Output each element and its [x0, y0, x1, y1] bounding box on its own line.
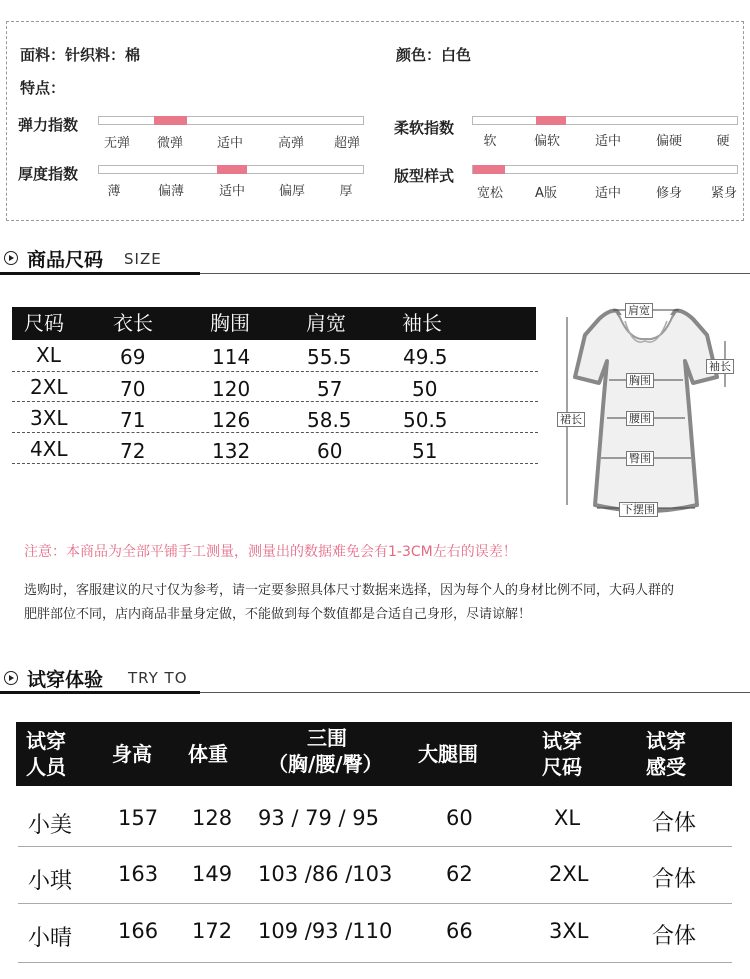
size-cell: 120 — [212, 377, 251, 401]
try-size: XL — [554, 806, 581, 830]
size-cell: 71 — [120, 408, 146, 432]
size-cell: 70 — [120, 377, 146, 401]
try-person-name: 小晴 — [28, 926, 73, 951]
softness-bar — [472, 116, 738, 125]
section-arrow-icon — [4, 251, 18, 265]
try-feel: 合体 — [652, 924, 697, 949]
thickness-tick: 偏薄 — [157, 184, 185, 199]
size-cell: 58.5 — [307, 408, 352, 432]
size-header-cell: 衣长 — [113, 311, 153, 335]
try-header-measure: （胸/腰/臀） — [268, 752, 383, 776]
softness-tick: 偏软 — [533, 134, 561, 149]
size-cell: 50 — [412, 377, 438, 401]
fit-style-tick: 修身 — [655, 186, 683, 201]
softness-tick: 适中 — [594, 134, 622, 149]
try-thigh: 62 — [446, 862, 473, 886]
section-arrow-icon — [4, 671, 18, 685]
row-separator — [12, 463, 538, 464]
fit-style-title: 版型样式 — [394, 167, 455, 185]
size-header-cell: 胸围 — [210, 311, 250, 335]
size-header-cell: 肩宽 — [306, 311, 346, 335]
size-cell: 55.5 — [307, 345, 352, 369]
try-header-person: 试穿 — [26, 729, 66, 753]
try-header-weight: 体重 — [188, 742, 228, 766]
try-measure: 109 /93 /110 — [258, 919, 393, 943]
size-advice-line: 肥胖部位不同，店内商品非量身定做，不能做到每个数值都是合适自己身形，尽请谅解！ — [24, 607, 532, 622]
try-size: 2XL — [549, 862, 589, 886]
size-cell: 50.5 — [403, 408, 448, 432]
try-header-measure: 三围 — [307, 726, 347, 750]
diagram-hip-label: 臀围 — [626, 451, 654, 466]
try-table-header — [16, 722, 732, 786]
size-cell: 114 — [212, 345, 251, 369]
try-height: 166 — [118, 919, 159, 943]
size-header-cell: 袖长 — [402, 311, 442, 335]
diagram-length-label: 裙长 — [557, 412, 585, 427]
fit-style-tick: 紧身 — [710, 186, 738, 201]
size-cell: 69 — [120, 345, 146, 369]
row-separator — [18, 846, 732, 847]
diagram-waist-label: 腰围 — [626, 411, 654, 426]
size-cell: 49.5 — [403, 345, 448, 369]
section-divider — [200, 273, 750, 274]
try-section-subtitle: TRY TO — [128, 669, 188, 687]
try-header-size: 尺码 — [542, 755, 582, 779]
size-section-title: 商品尺码 — [27, 249, 104, 271]
row-separator — [18, 962, 732, 963]
material-label: 面料：针织料：棉 — [20, 46, 141, 64]
try-section-title: 试穿体验 — [27, 669, 104, 691]
softness-tick: 软 — [483, 134, 497, 149]
elasticity-level-marker — [154, 116, 187, 125]
thickness-title: 厚度指数 — [18, 165, 79, 183]
try-header-person: 人员 — [26, 755, 66, 779]
diagram-sleeve-label: 袖长 — [706, 359, 734, 374]
size-section-subtitle: SIZE — [124, 250, 162, 268]
garment-measurement-diagram — [555, 295, 745, 525]
thickness-bar — [98, 165, 364, 174]
row-separator — [12, 371, 538, 372]
size-advice-line: 选购时，客服建议的尺寸仅为参考，请一定要参照具体尺寸数据来选择，因为每个人的身材比例不同，大码人群的 — [24, 583, 675, 598]
try-measure: 103 /86 /103 — [258, 862, 393, 886]
size-cell: 60 — [317, 439, 343, 463]
try-header-feel: 试穿 — [646, 729, 686, 753]
size-cell: 72 — [120, 439, 146, 463]
size-cell: XL — [36, 343, 61, 367]
fit-style-level-marker — [473, 165, 505, 174]
size-cell: 2XL — [30, 375, 68, 399]
try-header-height: 身高 — [112, 742, 152, 766]
row-separator — [18, 903, 732, 904]
try-measure: 93 / 79 / 95 — [258, 806, 380, 830]
fit-style-tick: 宽松 — [476, 186, 504, 201]
thickness-tick: 厚 — [339, 184, 353, 199]
try-thigh: 60 — [446, 806, 473, 830]
try-weight: 128 — [192, 806, 233, 830]
softness-tick: 硬 — [716, 134, 730, 149]
try-height: 157 — [118, 806, 159, 830]
section-divider — [200, 692, 750, 693]
elasticity-bar — [98, 116, 364, 125]
try-weight: 149 — [192, 862, 233, 886]
try-feel: 合体 — [652, 867, 697, 892]
size-cell: 3XL — [30, 406, 68, 430]
thickness-tick: 适中 — [218, 184, 246, 199]
elasticity-tick: 适中 — [216, 136, 244, 151]
size-cell: 4XL — [30, 437, 68, 461]
try-header-feel: 感受 — [646, 755, 686, 779]
size-header-cell: 尺码 — [24, 311, 64, 335]
size-cell: 126 — [212, 408, 251, 432]
elasticity-title: 弹力指数 — [18, 116, 79, 134]
try-header-thigh: 大腿围 — [418, 742, 478, 766]
try-weight: 172 — [192, 919, 233, 943]
row-separator — [12, 432, 538, 433]
thickness-tick: 薄 — [107, 184, 121, 199]
size-table-header — [12, 307, 536, 340]
size-cell: 57 — [317, 377, 343, 401]
row-separator — [12, 401, 538, 402]
color-label: 颜色：白色 — [396, 46, 472, 64]
softness-title: 柔软指数 — [394, 119, 455, 137]
size-cell: 51 — [412, 439, 438, 463]
fit-style-bar — [472, 165, 738, 174]
try-header-size: 试穿 — [542, 729, 582, 753]
elasticity-tick: 超弹 — [333, 136, 361, 151]
softness-level-marker — [536, 116, 566, 125]
elasticity-tick: 高弹 — [277, 136, 305, 151]
softness-tick: 偏硬 — [655, 134, 683, 149]
size-cell: 132 — [212, 439, 251, 463]
diagram-hem-label: 下摆围 — [619, 502, 658, 517]
measurement-warning: 注意：本商品为全部平铺手工测量，测量出的数据难免会有1-3CM左右的误差！ — [24, 544, 517, 560]
section-underline — [0, 272, 200, 275]
elasticity-tick: 无弹 — [103, 136, 131, 151]
fit-style-tick: 适中 — [594, 186, 622, 201]
thickness-level-marker — [217, 165, 247, 174]
try-size: 3XL — [549, 919, 589, 943]
elasticity-tick: 微弹 — [156, 136, 184, 151]
thickness-tick: 偏厚 — [278, 184, 306, 199]
features-label: 特点： — [20, 79, 66, 97]
try-person-name: 小美 — [28, 813, 73, 838]
fit-style-tick: A版 — [535, 186, 557, 201]
try-height: 163 — [118, 862, 159, 886]
section-underline — [0, 691, 200, 694]
try-thigh: 66 — [446, 919, 473, 943]
diagram-chest-label: 胸围 — [626, 373, 654, 388]
try-feel: 合体 — [652, 811, 697, 836]
try-person-name: 小琪 — [28, 869, 73, 894]
diagram-shoulder-label: 肩宽 — [625, 303, 653, 318]
